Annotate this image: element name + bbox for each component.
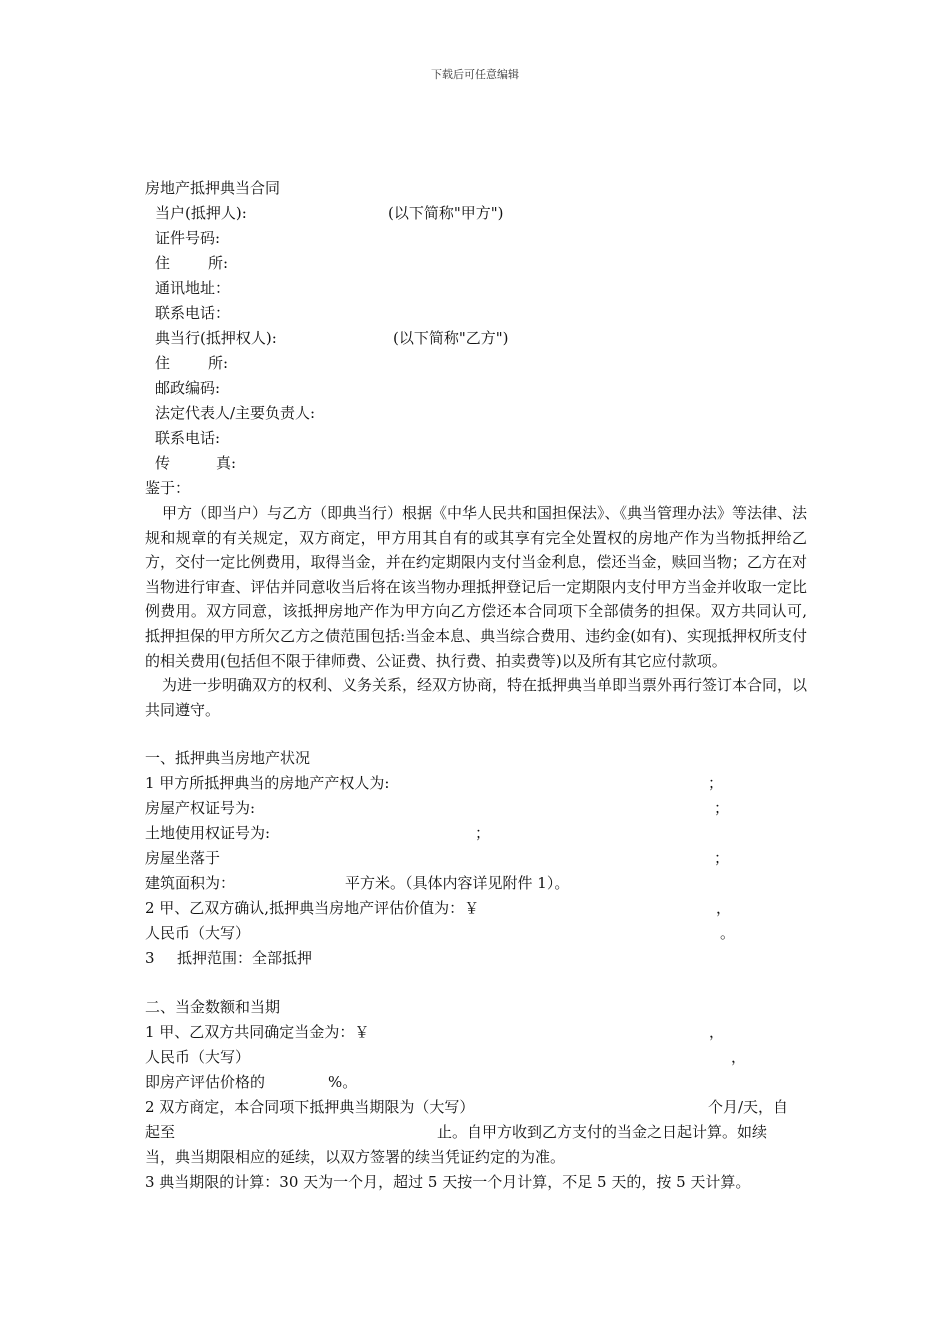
section2-title: 二、当金数额和当期: [145, 998, 281, 1017]
land-cert-label: 土地使用权证号为:: [145, 824, 271, 843]
section2-item2-line2-b: 止。自甲方收到乙方支付的当金之日起计算。如续: [437, 1123, 768, 1142]
section1-item1-text: 1 甲方所抵押典当的房地产产权人为:: [145, 774, 390, 793]
section2-item1: [145, 1020, 807, 1045]
party-b-address-a: 住: [155, 354, 171, 372]
party-b-label-row: [145, 326, 807, 351]
contract-body: [145, 176, 807, 1195]
section1-item1: [145, 771, 807, 796]
section1-item3-text: 抵押范围：全部抵押: [177, 949, 313, 968]
section2-rmb-caps-end: ，: [731, 1048, 747, 1067]
location-label: 房屋坐落于: [145, 849, 221, 868]
party-a-address-b: 所:: [208, 254, 229, 272]
house-cert-label: 房屋产权证号为:: [145, 799, 256, 818]
party-a-alias: (以下简称"甲方"): [388, 204, 504, 222]
section1-title: 一、抵押典当房地产状况: [145, 749, 311, 768]
party-b-legal-rep: 法定代表人/主要负责人:: [155, 404, 316, 422]
party-a-label-row: [145, 201, 807, 226]
section2-item2-line1-b: 个月/天，自: [708, 1098, 789, 1117]
party-b-postcode: 邮政编码:: [155, 379, 221, 397]
party-a-address-a: 住: [155, 254, 171, 272]
party-b-fax-a: 传: [155, 454, 171, 472]
download-note: 下载后可任意编辑: [431, 68, 519, 81]
section2-item2-line2: [145, 1120, 807, 1145]
party-a-id: 证件号码:: [155, 229, 221, 247]
ratio-label: 即房产评估价格的: [145, 1073, 266, 1092]
party-a-mail-address: 通讯地址：: [155, 279, 231, 297]
party-a-address: [145, 251, 807, 276]
section1-rmb-caps: 人民币（大写）: [145, 924, 251, 943]
land-cert-row: [145, 821, 807, 846]
party-b-fax-b: 真:: [216, 454, 237, 472]
section1-item2-text: 2 甲、乙双方确认,抵押典当房地产评估价值为：￥: [145, 899, 480, 918]
area-label: 建筑面积为：: [145, 874, 236, 893]
whereas-paragraph: 甲方（即当户）与乙方（即典当行）根据《中华人民共和国担保法》、《典当管理办法》等法律、法规和规章的有关规定，双方商定，甲方用其自有的或其享有完全处置权的房地产作为当物抵押给乙方，交付一定比例费用，取得当金，并在约定期限内支付当金利息，偿还当金，赎回当物；乙方在对当物进行审查、评估并同意收当后将在该当物办理抵押登记后一定期限内支付甲方当金并收取一定比例费用。双方同意，该抵押房地产作为甲方向乙方偿还本合同项下全部债务的担保。双方共同认可,抵押担保的甲方所欠乙方之债范围包括:当金本息、典当综合费用、违约金(如有)、实现抵押权所支付的相关费用(包括但不限于律师费、公证费、执行费、拍卖费等)以及所有其它应付款项。: [145, 504, 808, 670]
area-unit: 平方米。（具体内容详见附件 1）。: [345, 874, 570, 893]
house-cert-end: ；: [714, 799, 730, 818]
section2-item2-line1: [145, 1095, 807, 1120]
section1-item2-end: ，: [716, 899, 732, 918]
ratio-row: [145, 1070, 807, 1095]
section1-item2: [145, 896, 807, 921]
section2-item3: 3 典当期限的计算：30 天为一个月，超过 5 天按一个月计算，不足 5 天的，按 5 天计算。: [145, 1173, 751, 1192]
house-cert-row: [145, 796, 807, 821]
purpose-paragraph: 为进一步明确双方的权利、义务关系，经双方协商，特在抵押典当单即当票外再行签订本合同，以共同遵守。: [145, 676, 808, 719]
party-b-label: 典当行(抵押权人):: [155, 329, 277, 347]
section1-item1-end: ；: [708, 774, 724, 793]
party-b-fax: [145, 451, 807, 476]
section1-item3-num: 3: [145, 949, 155, 968]
section1-rmb-caps-end: 。: [720, 924, 736, 943]
contract-title: 房地产抵押典当合同: [145, 179, 281, 197]
section2-item2-line2-a: 起至: [145, 1123, 176, 1142]
section2-item2-line3: 当，典当期限相应的延续，以双方签署的续当凭证约定的为准。: [145, 1148, 566, 1167]
section2-item1-text: 1 甲、乙双方共同确定当金为：￥: [145, 1023, 370, 1042]
party-a-label: 当户(抵押人):: [155, 204, 247, 222]
area-row: [145, 871, 807, 896]
section2-item1-end: ，: [709, 1023, 725, 1042]
location-row: [145, 846, 807, 871]
party-b-address: [145, 351, 807, 376]
land-cert-end: ；: [475, 824, 491, 843]
party-b-address-b: 所:: [208, 354, 229, 372]
section2-rmb-caps-row: [145, 1045, 807, 1070]
section2-rmb-caps: 人民币（大写）: [145, 1048, 251, 1067]
party-b-alias: (以下简称"乙方"): [393, 329, 509, 347]
whereas-label: 鉴于：: [145, 479, 191, 497]
party-b-phone: 联系电话:: [155, 429, 221, 447]
section1-rmb-caps-row: [145, 921, 807, 946]
location-end: ；: [714, 849, 730, 868]
party-a-phone: 联系电话：: [155, 304, 231, 322]
ratio-unit: %。: [328, 1073, 358, 1092]
section1-item3: [145, 946, 807, 971]
section2-item2-line1-a: 2 双方商定，本合同项下抵押典当期限为（大写）: [145, 1098, 475, 1117]
